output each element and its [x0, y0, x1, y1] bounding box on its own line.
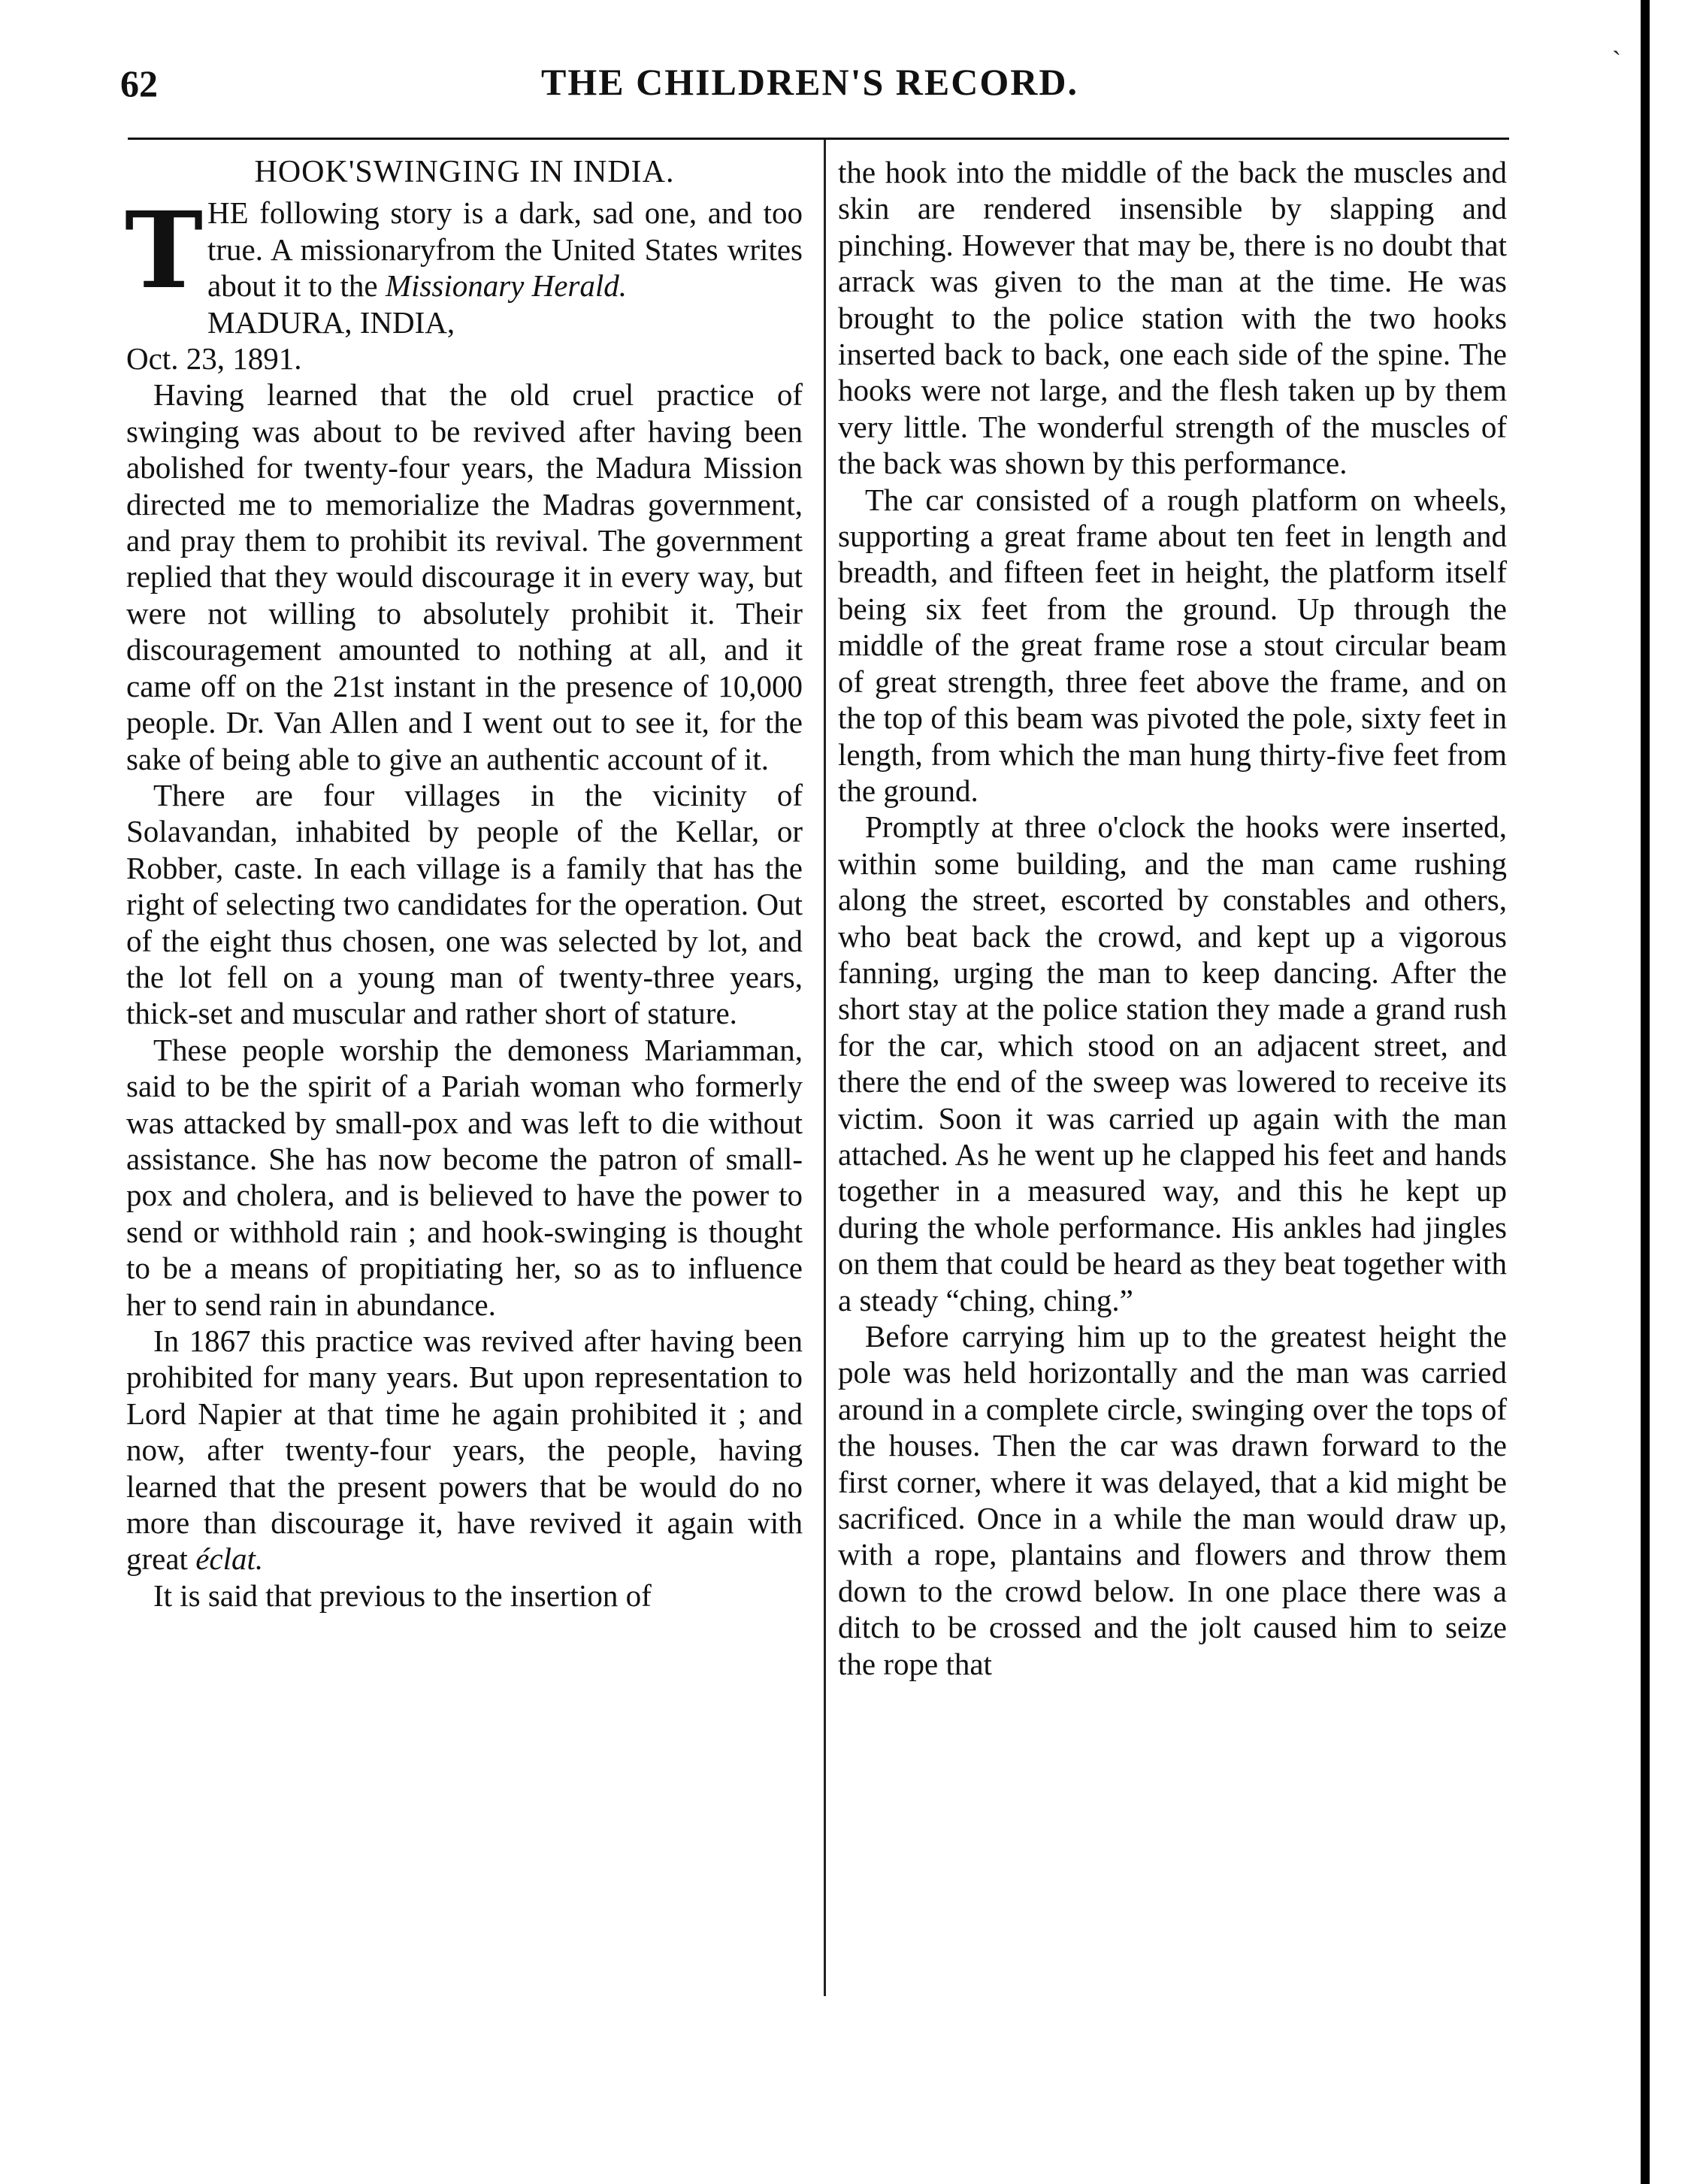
header-rule — [128, 138, 1509, 140]
left-paragraph-4 — [126, 1323, 803, 1578]
article-title: HOOK'SWINGING IN INDIA. — [254, 155, 675, 189]
scan-mark: ˎ — [1612, 25, 1621, 55]
paragraph-1867-italic: éclat. — [195, 1541, 264, 1577]
article-intro — [124, 189, 803, 313]
intro-source: Missionary Herald. — [385, 268, 628, 304]
running-title: THE CHILDREN'S RECORD. — [541, 61, 1078, 103]
page-number: 62 — [120, 62, 158, 104]
right-column — [838, 154, 1507, 1682]
left-paragraph-5: It is said that previous to the insertion of — [153, 1578, 652, 1613]
left-paragraph-1: Having learned that the old cruel practice of swinging was about to be revived after having been abolished for twenty-four years, the Madura Mission directed me to memorialize the Madras government, and pray them to prohibit its revival. The government replied that they would discourage it in every way, but were not willing to absolutely prohibit it. Their discouragement amounted to nothing at all, and it came off on the 21st instant in the presence of 10,000 people. Dr. Van Allen and I went out to see it, for the sake of being able to give an authentic account of it. — [126, 377, 803, 776]
ornamental-drop-cap — [124, 189, 204, 313]
left-paragraph-2: There are four villages in the vicinity of Solavandan, inhabited by people of the Kellar, or Robber, caste. In each village is a family that has the right of selecting two candidates for the operation. Out of the eight thus chosen, one was selected by lot, and the lot fell on a young man of twenty-three years, thick-set and muscular and rather short of stature. — [126, 777, 803, 1031]
left-paragraph-3: These people worship the demoness Mariamman, said to be the spirit of a Pariah woman who formerly was attacked by small-pox and was left to die without assistance. She has now become the patron of small-pox and cholera, and is believed to have the power to send or withhold rain ; and hook-swinging is thought to be a means of propitiating her, so as to influence her to send rain in abundance. — [126, 1032, 803, 1322]
dateline-date: Oct. 23, 1891. — [126, 341, 302, 377]
right-paragraph-3: Before carrying him up to the greatest height the pole was held horizontally and the man was carried around in a complete circle, swinging over the tops of the houses. Then the car was drawn forward to the first corner, where it was delayed, that a kid might be sacrificed. Once in a while the man would draw up, with a rope, plantains and flowers and throw them down to the crowd below. In one place there was a ditch to be crossed and the jolt caused him to seize the rope that — [838, 1319, 1507, 1681]
right-paragraph-1: The car consisted of a rough platform on wheels, supporting a great frame about ten feet in length and breadth, and fifteen feet in height, the platform itself being six feet from the ground. Up through the middle of the great frame rose a stout circular beam of great strength, three feet above the frame, and on the top of this beam was pivoted the pole, sixty feet in length, from which the man hung thirty-five feet from the ground. — [838, 482, 1507, 808]
scan-edge-bar — [1641, 0, 1650, 2184]
left-column — [126, 154, 803, 1614]
column-divider — [824, 140, 826, 1996]
right-paragraph-continued: the hook into the middle of the back the muscles and skin are rendered insensible by slapping and pinching. However that may be, there is no doubt that arrack was given to the man at the time. He was brought to the police station with the two hooks inserted back to back, one each side of the spine. The hooks were not large, and the flesh taken up by them very little. The wonderful strength of the muscles of the back was shown by this performance. — [838, 155, 1507, 481]
intro-text — [124, 189, 803, 313]
paragraph-1867-text: In 1867 this practice was revived after having been prohibited for many years. But upon representation to Lord Napier at that time he again prohibited it ; and now, after twenty-four years, the people, having learned that the present powers that be would do no more than discourage it, have revived it again with great — [126, 1323, 803, 1577]
right-paragraph-2: Promptly at three o'clock the hooks were inserted, within some building, and the man came rushing along the street, escorted by constables and others, who beat back the crowd, and kept up a vigorous fanning, urging the man to keep dancing. After the short stay at the police station they made a grand rush for the car, which stood on an adjacent street, and there the end of the sweep was lowered to receive its victim. Soon it was carried up again with the man attached. As he went up he clapped his feet and hands together in a measured way, and this he kept up during the whole performance. His ankles had jingles on them that could be heard as they beat together with a steady “ching, ching.” — [838, 809, 1507, 1317]
intro-body: HE following story is a dark, sad one, and too true. A missionaryfrom the United States writes about it to the — [207, 195, 803, 304]
drop-cap-letter: T — [124, 189, 204, 313]
dateline-place: MADURA, INDIA, — [207, 304, 455, 340]
